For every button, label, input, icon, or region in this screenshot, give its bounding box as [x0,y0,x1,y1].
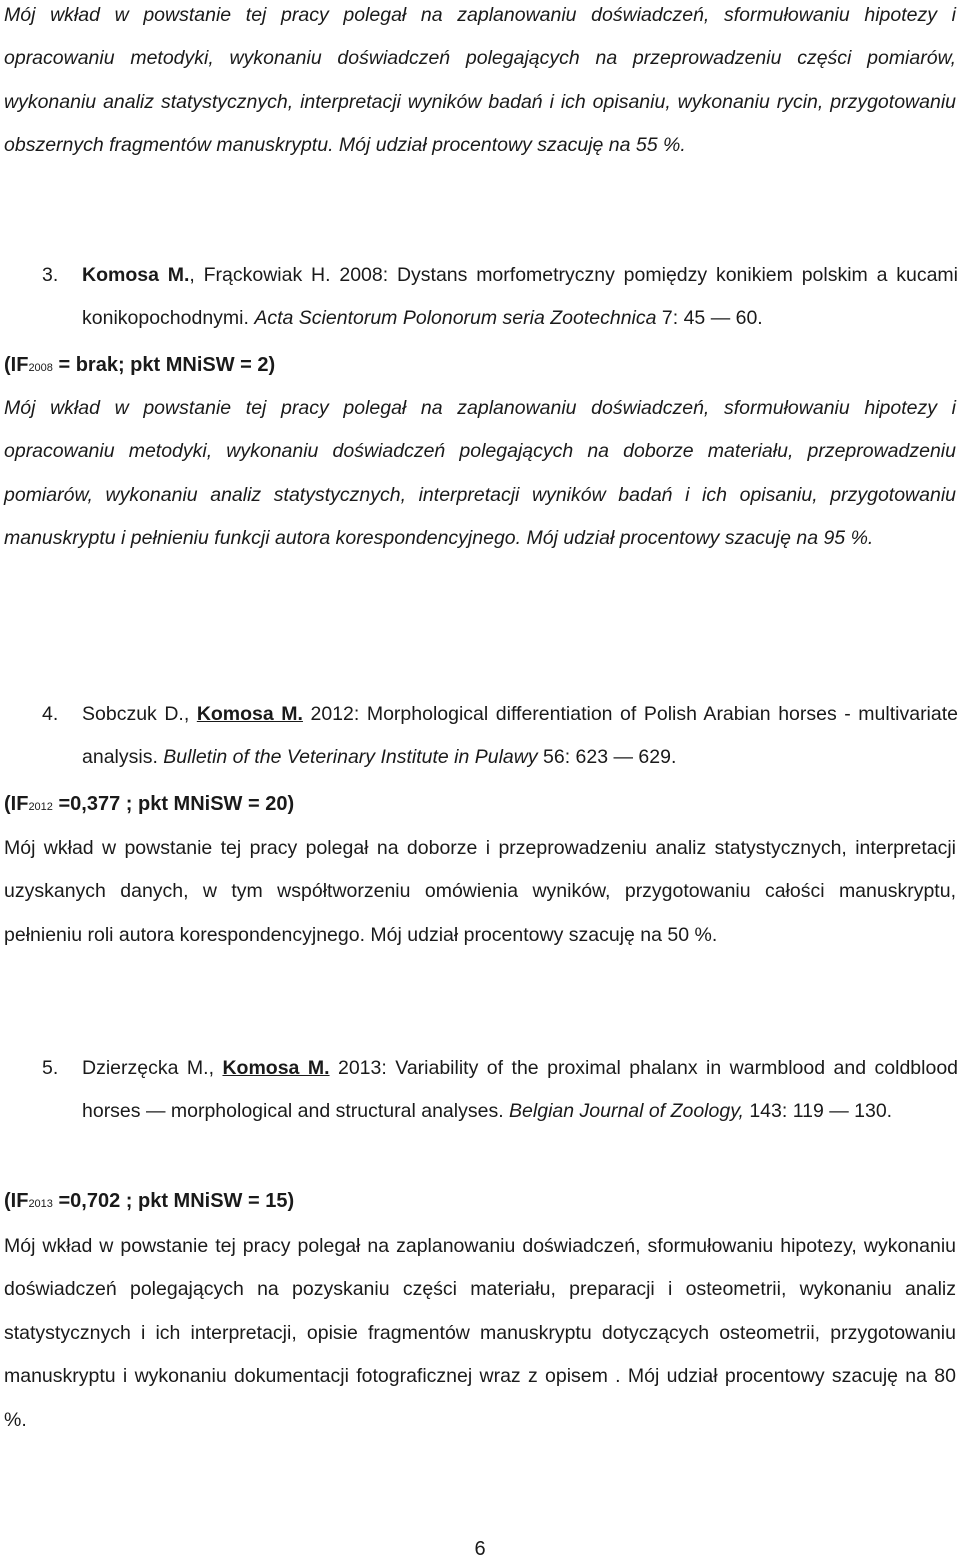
if-value: =0,702 ; pkt MNiSW = 15) [52,1190,295,1212]
reference-pages: 143: 119 — 130. [743,1100,893,1123]
reference-journal: Acta Scientorum Polonorum seria Zootechnica [254,307,657,330]
reference-authors: Sobczuk D., [82,703,197,725]
reference-coauthors: , Frąckowiak H. [189,264,331,286]
if-year: 2013 [28,1198,53,1210]
reference-item-4 [42,693,958,780]
if-value: =0,377 ; pkt MNiSW = 20) [52,793,295,815]
reference-authors: Dzierzęcka M., [82,1057,223,1079]
reference-item-3 [42,254,958,341]
impact-factor-line [4,1190,294,1213]
reference-title: 2013: Variability of the proximal phalanx in warmblood and coldblood horses — morphological and structural analyses. [82,1057,959,1123]
contribution-paragraph-5: Mój wkład w powstanie tej pracy polegał na zaplanowaniu doświadczeń, sformułowaniu hipotezy, wykonaniu doświadczeń polegających na pozyskaniu części materiału, preparacji i osteometrii, wykonaniu analiz statystycznych i ich interpretacji, opisie fragmentów manuskryptu dotyczących osteometrii, przygotowaniu manuskryptu i wykonaniu dokumentacji fotograficznej wraz z opisem . Mój udział procentowy szacuję na 80 %. [4,1235,956,1431]
contribution-paragraph-2: Mój wkład w powstanie tej pracy polegał na zaplanowaniu doświadczeń, sformułowaniu hipotezy i opracowaniu metodyki, wykonaniu doświadczeń polegających na przeprowadzeniu części pomiarów, wykonaniu analiz statystycznych, interpretacji wyników badań i ich opisaniu, wykonaniu rycin, przygotowaniu obszernych fragmentów manuskryptu. Mój udział procentowy szacuję na 55 %. [4,4,956,157]
reference-pages: 7: 45 — 60. [656,307,763,330]
impact-factor-line [4,354,275,377]
page-number: 6 [474,1538,486,1560]
reference-author-main: Komosa M. [196,703,303,725]
reference-journal: Belgian Journal of Zoology, [509,1100,744,1123]
if-prefix: (IF [4,1190,29,1212]
reference-pages: 56: 623 — 629. [537,746,677,769]
impact-factor-line [4,793,294,816]
reference-author-main: Komosa M. [222,1057,330,1079]
if-year: 2008 [28,362,53,374]
contribution-paragraph-4: Mój wkład w powstanie tej pracy polegał na doborze i przeprowadzeniu analiz statystycznych, interpretacji uzyskanych danych, w tym współtworzeniu omówienia wyników, przygotowaniu całości manuskryptu, pełnieniu roli autora korespondencyjnego. Mój udział procentowy szacuję na 50 %. [4,837,956,946]
reference-number: 4. [42,703,59,725]
reference-number: 5. [42,1057,59,1079]
reference-author-main: Komosa M. [82,264,190,286]
reference-item-5 [42,1047,958,1134]
reference-title: 2012: Morphological differentiation of Polish Arabian horses - multivariate analysis. [82,703,959,769]
if-year: 2012 [28,801,53,813]
reference-number: 3. [42,264,59,286]
if-prefix: (IF [4,354,29,376]
if-prefix: (IF [4,793,29,815]
reference-title: 2008: Dystans morfometryczny pomiędzy konikiem polskim a kucami konikopochodnymi. [82,264,959,330]
contribution-paragraph-3: Mój wkład w powstanie tej pracy polegał na zaplanowaniu doświadczeń, sformułowaniu hipotezy i opracowaniu metodyki, wykonaniu doświadczeń polegających na doborze materiału, przeprowadzeniu pomiarów, wykonaniu analiz statystycznych, interpretacji wyników badań i ich opisaniu, przygotowaniu manuskryptu i pełnieniu funkcji autora korespondencyjnego. Mój udział procentowy szacuję na 95 %. [4,397,956,550]
if-value: = brak; pkt MNiSW = 2) [52,354,276,376]
reference-journal: Bulletin of the Veterinary Institute in Pulawy [163,746,538,769]
